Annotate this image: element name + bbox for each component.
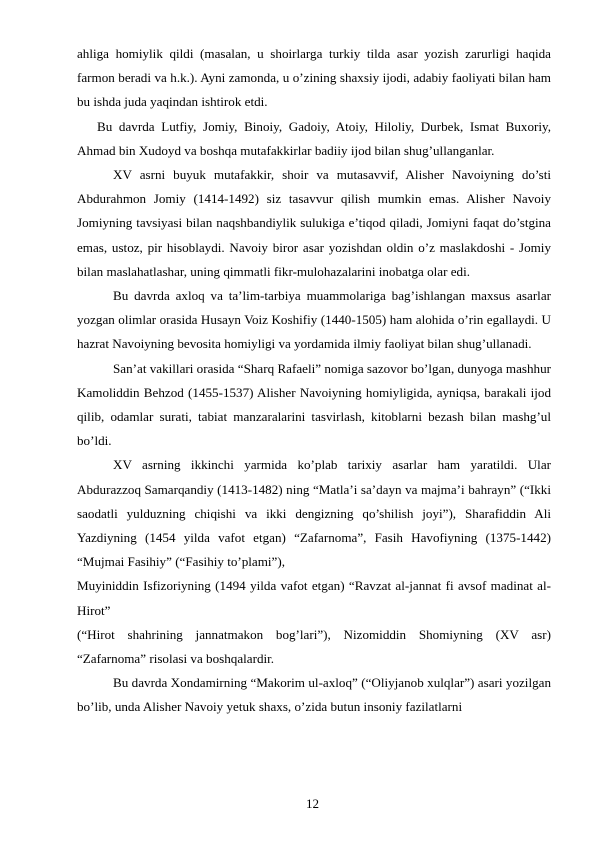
- paragraph-1: ahliga homiylik qildi (masalan, u shoirlarga turkiy tilda asar yozish zarurligi haqida farmon beradi va h.k.). Ayni zamonda, u o’zining shaxsiy ijodi, adabiy faoliyati bilan ham bu ishda juda yaqindan ishtirok etdi.: [77, 46, 551, 110]
- page-number: 12: [305, 796, 320, 811]
- paragraph-5: San’at vakillari orasida “Sharq Rafaeli” nomiga sazovor bo’lgan, dunyoga mashhur Kamoliddin Behzod (1455-1537) Alisher Navoiyning homiyligida, ayniqsa, barakali ijod qilib, odamlar surati, tabiat manzaralarini tasvirlash, kitoblarni bezash bilan mashg’ul bo’ldi.: [77, 360, 551, 449]
- paragraph-8: (“Hirot shahrining jannatmakon bog’lari”), Nizomiddin Shomiyning (XV asr) “Zafarnoma” risolasi va boshqalardir.: [77, 626, 551, 667]
- body-text: [77, 42, 551, 720]
- paragraph-3: XV asrni buyuk mutafakkir, shoir va mutasavvif, Alisher Navoiyning do’sti Abdurahmon Jomiy (1414-1492) siz tasavvur qilish mumkin emas. Alisher Navoiy Jomiyning tavsiyasi bilan naqshbandiylik sulukiga e’tiqod qiladi, Jomiyni faqat do’stgina emas, ustoz, pir hisoblaydi. Navoiy biror asar yozishdan oldin o’z maslakdoshi - Jomiy bilan maslahatlashar, uning qimmatli fikr-mulohazalarini inobatga olar edi.: [77, 167, 551, 279]
- paragraph-4: Bu davrda axloq va ta’lim-tarbiya muammolariga bag’ishlangan maxsus asarlar yozgan olimlar orasida Husayn Voiz Koshifiy (1440-1505) ham alohida o’rin egallaydi. U hazrat Navoiyning bevosita homiyligi va yordamida ilmiy faoliyat bilan shug’ullanadi.: [77, 288, 551, 352]
- paragraph-2: Bu davrda Lutfiy, Jomiy, Binoiy, Gadoiy, Atoiy, Hiloliy, Durbek, Ismat Buxoriy, Ahmad bin Xudoyd va boshqa mutafakkirlar badiiy ijod bilan shug’ullanganlar.: [77, 118, 551, 158]
- paragraph-7: Muyiniddin Isfizoriyning (1494 yilda vafot etgan) “Ravzat al-jannat fi avsof madinat al-Hirot”: [77, 578, 551, 618]
- paragraph-6: XV asrning ikkinchi yarmida ko’plab tarixiy asarlar ham yaratildi. Ular Abdurazzoq Samarqandiy (1413-1482) ning “Matla’i sa’dayn va majma’i bahrayn” (“Ikki saodatli yulduzning chiqishi va ikki dengizning qo’shilish joyi”), Sharafiddin Ali Yazdiyning (1454 yilda vafot etgan) “Zafarnoma”, Fasih Havofiyning (1375-1442) “Mujmai Fasihiy” (“Fasihiy to’plami”),: [77, 457, 551, 570]
- paragraph-9: Bu davrda Xondamirning “Makorim ul-axloq” (“Oliyjanob xulqlar”) asari yozilgan bo’lib, unda Alisher Navoiy yetuk shaxs, o’zida butun insoniy fazilatlarni: [77, 675, 551, 715]
